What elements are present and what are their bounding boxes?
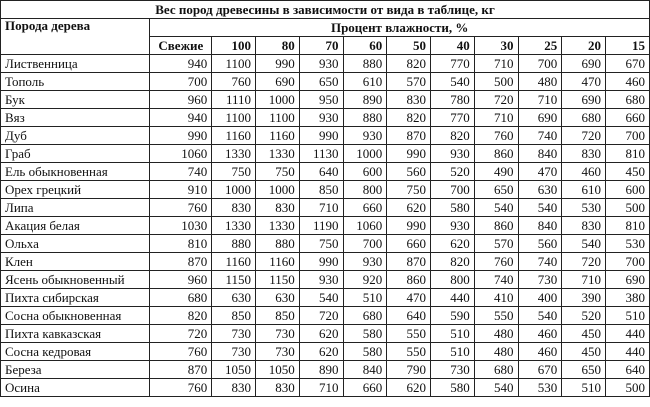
value-cell: 730 (518, 271, 562, 289)
value-cell: 610 (562, 181, 606, 199)
value-cell: 700 (343, 235, 387, 253)
value-cell: 540 (474, 199, 518, 217)
value-cell: 940 (150, 55, 212, 73)
table-row (1, 109, 650, 127)
value-cell: 990 (299, 127, 343, 145)
value-cell: 830 (387, 91, 431, 109)
value-cell: 1330 (212, 145, 256, 163)
value-cell: 1050 (212, 361, 256, 379)
value-cell: 510 (431, 325, 475, 343)
value-cell: 750 (212, 163, 256, 181)
value-cell: 500 (606, 199, 650, 217)
value-cell: 660 (343, 199, 387, 217)
value-cell: 710 (299, 199, 343, 217)
value-cell: 870 (150, 361, 212, 379)
value-cell: 840 (518, 145, 562, 163)
value-cell: 810 (606, 145, 650, 163)
value-cell: 780 (431, 91, 475, 109)
species-cell: Липа (1, 199, 150, 217)
value-cell: 740 (474, 271, 518, 289)
column-header: 60 (343, 37, 387, 55)
value-cell: 950 (299, 91, 343, 109)
value-cell: 520 (431, 163, 475, 181)
species-cell: Лиственница (1, 55, 150, 73)
value-cell: 1190 (299, 217, 343, 235)
value-cell: 540 (474, 379, 518, 397)
value-cell: 960 (150, 271, 212, 289)
value-cell: 1000 (343, 145, 387, 163)
value-cell: 490 (474, 163, 518, 181)
value-cell: 930 (431, 145, 475, 163)
value-cell: 740 (518, 253, 562, 271)
value-cell: 760 (150, 379, 212, 397)
value-cell: 770 (431, 109, 475, 127)
value-cell: 1160 (212, 127, 256, 145)
value-cell: 560 (387, 163, 431, 181)
species-cell: Ель обыкновенная (1, 163, 150, 181)
column-header: Свежие (150, 37, 212, 55)
value-cell: 720 (474, 91, 518, 109)
value-cell: 630 (518, 181, 562, 199)
value-cell: 820 (387, 109, 431, 127)
table-row (1, 289, 650, 307)
value-cell: 930 (299, 271, 343, 289)
value-cell: 730 (256, 325, 300, 343)
species-cell: Сосна обыкновенная (1, 307, 150, 325)
table-row (1, 127, 650, 145)
value-cell: 460 (518, 343, 562, 361)
value-cell: 870 (387, 253, 431, 271)
value-cell: 640 (606, 361, 650, 379)
value-cell: 860 (474, 217, 518, 235)
value-cell: 820 (431, 127, 475, 145)
value-cell: 830 (212, 199, 256, 217)
value-cell: 660 (343, 379, 387, 397)
value-cell: 700 (150, 73, 212, 91)
value-cell: 760 (474, 253, 518, 271)
value-cell: 450 (562, 325, 606, 343)
value-cell: 510 (431, 343, 475, 361)
value-cell: 550 (387, 325, 431, 343)
value-cell: 590 (431, 307, 475, 325)
value-cell: 880 (256, 235, 300, 253)
value-cell: 530 (518, 379, 562, 397)
value-cell: 1150 (212, 271, 256, 289)
value-cell: 540 (562, 235, 606, 253)
value-cell: 530 (562, 199, 606, 217)
value-cell: 770 (431, 55, 475, 73)
value-cell: 800 (431, 271, 475, 289)
value-cell: 1050 (256, 361, 300, 379)
value-cell: 700 (606, 127, 650, 145)
value-cell: 670 (606, 55, 650, 73)
value-cell: 710 (474, 109, 518, 127)
table-row (1, 361, 650, 379)
value-cell: 730 (212, 343, 256, 361)
value-cell: 690 (256, 73, 300, 91)
value-cell: 1000 (256, 181, 300, 199)
species-cell: Сосна кедровая (1, 343, 150, 361)
table-body (1, 55, 650, 397)
value-cell: 730 (256, 343, 300, 361)
column-header: 25 (518, 37, 562, 55)
value-cell: 890 (299, 361, 343, 379)
value-cell: 1030 (150, 217, 212, 235)
value-cell: 550 (474, 307, 518, 325)
value-cell: 870 (150, 253, 212, 271)
value-cell: 830 (256, 379, 300, 397)
value-cell: 710 (299, 379, 343, 397)
table-row (1, 325, 650, 343)
value-cell: 680 (474, 361, 518, 379)
value-cell: 740 (518, 127, 562, 145)
value-cell: 580 (431, 379, 475, 397)
value-cell: 830 (256, 199, 300, 217)
value-cell: 760 (150, 343, 212, 361)
value-cell: 400 (518, 289, 562, 307)
value-cell: 1000 (212, 181, 256, 199)
species-cell: Бук (1, 91, 150, 109)
species-cell: Клен (1, 253, 150, 271)
value-cell: 580 (343, 343, 387, 361)
value-cell: 990 (150, 127, 212, 145)
value-cell: 480 (518, 73, 562, 91)
species-cell: Тополь (1, 73, 150, 91)
value-cell: 820 (387, 55, 431, 73)
value-cell: 650 (299, 73, 343, 91)
value-cell: 500 (606, 379, 650, 397)
value-cell: 440 (606, 325, 650, 343)
value-cell: 670 (518, 361, 562, 379)
value-cell: 620 (387, 199, 431, 217)
value-cell: 580 (343, 325, 387, 343)
species-cell: Орех грецкий (1, 181, 150, 199)
value-cell: 540 (431, 73, 475, 91)
value-cell: 930 (343, 127, 387, 145)
header-row (1, 19, 650, 37)
value-cell: 940 (150, 109, 212, 127)
value-cell: 1330 (256, 145, 300, 163)
value-cell: 750 (299, 235, 343, 253)
value-cell: 860 (387, 271, 431, 289)
value-cell: 820 (150, 307, 212, 325)
value-cell: 930 (299, 109, 343, 127)
value-cell: 830 (562, 217, 606, 235)
value-cell: 750 (256, 163, 300, 181)
species-cell: Ольха (1, 235, 150, 253)
value-cell: 790 (387, 361, 431, 379)
value-cell: 620 (387, 379, 431, 397)
value-cell: 850 (212, 307, 256, 325)
value-cell: 910 (150, 181, 212, 199)
value-cell: 880 (343, 109, 387, 127)
column-header: 80 (256, 37, 300, 55)
value-cell: 930 (343, 253, 387, 271)
species-header: Порода дерева (1, 19, 150, 55)
value-cell: 510 (562, 379, 606, 397)
value-cell: 1160 (256, 127, 300, 145)
value-cell: 990 (387, 217, 431, 235)
table-row (1, 343, 650, 361)
species-cell: Осина (1, 379, 150, 397)
species-cell: Дуб (1, 127, 150, 145)
table-row (1, 253, 650, 271)
humidity-header: Процент влажности, % (150, 19, 650, 37)
value-cell: 720 (562, 253, 606, 271)
table-row (1, 235, 650, 253)
column-header: 40 (431, 37, 475, 55)
value-cell: 650 (562, 361, 606, 379)
table-row (1, 199, 650, 217)
value-cell: 870 (387, 127, 431, 145)
value-cell: 410 (474, 289, 518, 307)
value-cell: 1100 (256, 109, 300, 127)
value-cell: 660 (606, 109, 650, 127)
value-cell: 720 (299, 307, 343, 325)
value-cell: 840 (343, 361, 387, 379)
value-cell: 810 (150, 235, 212, 253)
value-cell: 540 (299, 289, 343, 307)
value-cell: 710 (474, 55, 518, 73)
value-cell: 690 (562, 55, 606, 73)
value-cell: 480 (474, 325, 518, 343)
value-cell: 740 (150, 163, 212, 181)
value-cell: 920 (343, 271, 387, 289)
value-cell: 540 (518, 199, 562, 217)
value-cell: 610 (343, 73, 387, 91)
table-row (1, 307, 650, 325)
value-cell: 470 (387, 289, 431, 307)
species-cell: Ясень обыкновенный (1, 271, 150, 289)
value-cell: 530 (606, 235, 650, 253)
value-cell: 890 (343, 91, 387, 109)
column-header: 15 (606, 37, 650, 55)
value-cell: 390 (562, 289, 606, 307)
value-cell: 680 (606, 91, 650, 109)
value-cell: 930 (299, 55, 343, 73)
value-cell: 380 (606, 289, 650, 307)
value-cell: 460 (606, 73, 650, 91)
value-cell: 540 (518, 307, 562, 325)
value-cell: 990 (299, 253, 343, 271)
value-cell: 710 (518, 91, 562, 109)
value-cell: 1330 (256, 217, 300, 235)
column-header: 30 (474, 37, 518, 55)
value-cell: 750 (387, 181, 431, 199)
value-cell: 1100 (212, 55, 256, 73)
value-cell: 570 (474, 235, 518, 253)
value-cell: 810 (606, 217, 650, 235)
value-cell: 1330 (212, 217, 256, 235)
value-cell: 880 (212, 235, 256, 253)
table-row (1, 181, 650, 199)
value-cell: 460 (562, 163, 606, 181)
value-cell: 1100 (212, 109, 256, 127)
value-cell: 560 (518, 235, 562, 253)
species-cell: Акация белая (1, 217, 150, 235)
value-cell: 440 (431, 289, 475, 307)
table-row (1, 145, 650, 163)
value-cell: 1060 (343, 217, 387, 235)
value-cell: 760 (150, 199, 212, 217)
column-header: 50 (387, 37, 431, 55)
value-cell: 690 (606, 271, 650, 289)
value-cell: 680 (562, 109, 606, 127)
value-cell: 800 (343, 181, 387, 199)
value-cell: 1130 (299, 145, 343, 163)
value-cell: 600 (343, 163, 387, 181)
value-cell: 830 (562, 145, 606, 163)
value-cell: 510 (606, 307, 650, 325)
value-cell: 850 (299, 181, 343, 199)
value-cell: 500 (474, 73, 518, 91)
value-cell: 1000 (256, 91, 300, 109)
value-cell: 700 (606, 253, 650, 271)
value-cell: 840 (518, 217, 562, 235)
table-row (1, 91, 650, 109)
species-cell: Граб (1, 145, 150, 163)
table-row (1, 73, 650, 91)
value-cell: 550 (387, 343, 431, 361)
value-cell: 630 (212, 289, 256, 307)
value-cell: 850 (256, 307, 300, 325)
species-cell: Пихта сибирская (1, 289, 150, 307)
table-row (1, 217, 650, 235)
value-cell: 690 (562, 91, 606, 109)
value-cell: 1150 (256, 271, 300, 289)
value-cell: 470 (562, 73, 606, 91)
value-cell: 470 (518, 163, 562, 181)
value-cell: 760 (474, 127, 518, 145)
value-cell: 520 (562, 307, 606, 325)
species-cell: Береза (1, 361, 150, 379)
value-cell: 1160 (256, 253, 300, 271)
value-cell: 620 (431, 235, 475, 253)
table-row (1, 379, 650, 397)
table-title: Вес пород древесины в зависимости от вида в таблице, кг (1, 1, 650, 19)
column-header: 20 (562, 37, 606, 55)
value-cell: 450 (606, 163, 650, 181)
table-row (1, 55, 650, 73)
table-row (1, 163, 650, 181)
value-cell: 480 (474, 343, 518, 361)
value-cell: 730 (212, 325, 256, 343)
value-cell: 830 (212, 379, 256, 397)
value-cell: 630 (256, 289, 300, 307)
value-cell: 510 (343, 289, 387, 307)
value-cell: 760 (212, 73, 256, 91)
value-cell: 1110 (212, 91, 256, 109)
value-cell: 710 (562, 271, 606, 289)
column-header: 100 (212, 37, 256, 55)
value-cell: 570 (387, 73, 431, 91)
value-cell: 990 (256, 55, 300, 73)
value-cell: 730 (431, 361, 475, 379)
value-cell: 1060 (150, 145, 212, 163)
value-cell: 450 (562, 343, 606, 361)
value-cell: 860 (474, 145, 518, 163)
value-cell: 720 (150, 325, 212, 343)
value-cell: 460 (518, 325, 562, 343)
column-header: 70 (299, 37, 343, 55)
value-cell: 640 (387, 307, 431, 325)
value-cell: 680 (343, 307, 387, 325)
value-cell: 990 (387, 145, 431, 163)
value-cell: 960 (150, 91, 212, 109)
value-cell: 700 (518, 55, 562, 73)
value-cell: 720 (562, 127, 606, 145)
value-cell: 690 (518, 109, 562, 127)
value-cell: 820 (431, 253, 475, 271)
value-cell: 930 (431, 217, 475, 235)
value-cell: 660 (387, 235, 431, 253)
value-cell: 680 (150, 289, 212, 307)
species-cell: Пихта кавказская (1, 325, 150, 343)
value-cell: 640 (299, 163, 343, 181)
value-cell: 620 (299, 343, 343, 361)
species-cell: Вяз (1, 109, 150, 127)
title-row (1, 1, 650, 19)
value-cell: 580 (431, 199, 475, 217)
value-cell: 600 (606, 181, 650, 199)
value-cell: 880 (343, 55, 387, 73)
table-row (1, 271, 650, 289)
value-cell: 650 (474, 181, 518, 199)
value-cell: 440 (606, 343, 650, 361)
value-cell: 1160 (212, 253, 256, 271)
value-cell: 620 (299, 325, 343, 343)
value-cell: 700 (431, 181, 475, 199)
